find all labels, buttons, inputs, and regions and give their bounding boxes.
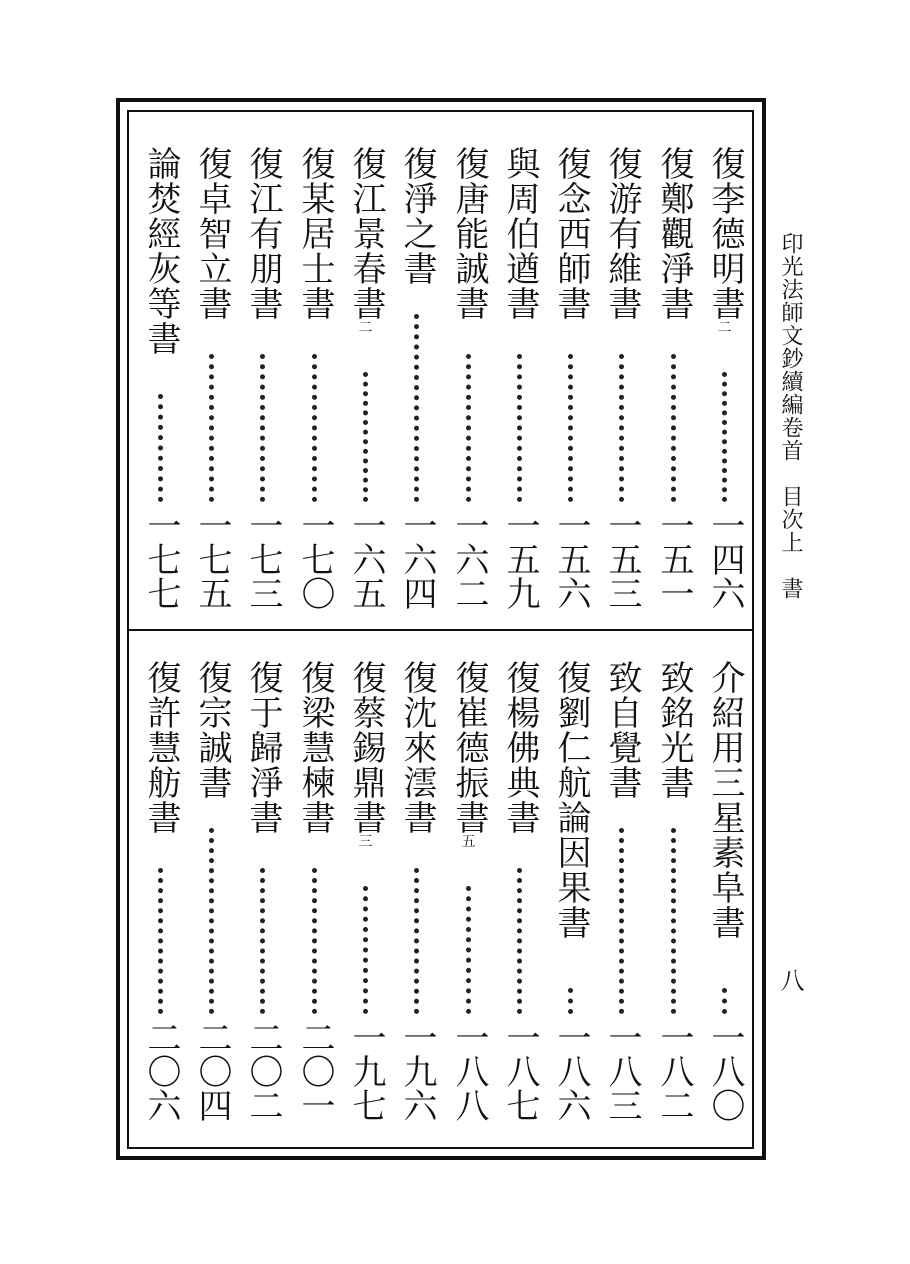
entry-title-text: 致自覺書 [602, 660, 642, 800]
toc-entry [602, 660, 642, 1140]
entry-page-number: 一九七 [346, 1020, 386, 1122]
entry-page-number: 二〇六 [141, 1020, 181, 1122]
toc-entry [449, 660, 489, 1140]
entry-title [654, 660, 694, 800]
entry-title-text: 復淨之書 [397, 146, 437, 286]
entry-page-number: 一五六 [551, 508, 591, 610]
toc-entry [192, 146, 232, 628]
entry-page-number: 一七七 [141, 508, 181, 610]
leader-dots [722, 372, 727, 502]
toc-entry [243, 660, 283, 1140]
entry-title-text: 致銘光書 [654, 660, 694, 800]
toc-entry [192, 660, 232, 1140]
leader-dots [209, 828, 214, 1014]
entry-title-text: 復蔡錫鼎書 [346, 660, 386, 835]
entry-title [243, 660, 283, 835]
entry-title [243, 146, 283, 321]
toc-entry [654, 146, 694, 628]
leader-dots [671, 354, 676, 502]
toc-entry [449, 146, 489, 628]
toc-entry [295, 146, 335, 628]
leader-dots [312, 354, 317, 502]
leader-dots [260, 868, 265, 1014]
entry-title-text: 復念西師書 [551, 146, 591, 321]
entry-count-note: 二 [358, 320, 374, 336]
entry-title [551, 146, 591, 321]
entry-title [141, 660, 181, 835]
leader-dots [158, 868, 163, 1014]
entry-title [192, 660, 232, 800]
entry-title [449, 146, 489, 321]
toc-entry [397, 660, 437, 1140]
page-number: 八 [776, 968, 804, 992]
entry-count-note: 五 [461, 834, 477, 850]
entry-page-number: 二〇一 [295, 1020, 335, 1122]
leader-dots [158, 394, 163, 502]
entry-title-text: 復某居士書 [295, 146, 335, 321]
entry-count-note: 二 [717, 320, 733, 336]
entry-title [705, 660, 745, 940]
register-divider [127, 629, 754, 631]
leader-dots [466, 354, 471, 502]
entry-page-number: 一八二 [654, 1020, 694, 1122]
leader-dots [517, 354, 522, 502]
leader-dots [568, 988, 573, 1014]
entry-page-number: 一六四 [397, 508, 437, 610]
entry-title [500, 146, 540, 321]
entry-title [705, 146, 745, 335]
running-head: 印光法師文鈔續編卷首 目次上 書 [778, 232, 803, 600]
toc-entry [500, 660, 540, 1140]
entry-title-text: 介紹用三星素阜書 [705, 660, 745, 940]
leader-dots [619, 354, 624, 502]
toc-entry [551, 660, 591, 1140]
toc-entry [141, 660, 181, 1140]
entry-title-text: 復崔德振書 [449, 660, 489, 835]
entry-title-text: 復宗誠書 [192, 660, 232, 800]
entry-title-text: 復李德明書 [705, 146, 745, 321]
entry-title-text: 復卓智立書 [192, 146, 232, 321]
entry-title-text: 復劉仁航論因果書 [551, 660, 591, 940]
entry-page-number: 一五九 [500, 508, 540, 610]
entry-page-number: 一六五 [346, 508, 386, 610]
entry-title [449, 660, 489, 849]
toc-entry [500, 146, 540, 628]
toc-entry [705, 146, 745, 628]
leader-dots [414, 868, 419, 1014]
entry-page-number: 一九六 [397, 1020, 437, 1122]
leader-dots [722, 988, 727, 1014]
leader-dots [363, 372, 368, 502]
entry-title-text: 復江景春書 [346, 146, 386, 321]
entry-page-number: 一四六 [705, 508, 745, 610]
entry-title-text: 復江有朋書 [243, 146, 283, 321]
leader-dots [209, 354, 214, 502]
entry-title-text: 復楊佛典書 [500, 660, 540, 835]
toc-entry [397, 146, 437, 628]
leader-dots [517, 868, 522, 1014]
toc-entry [551, 146, 591, 628]
toc-entry [705, 660, 745, 1140]
toc-entry [295, 660, 335, 1140]
entry-page-number: 一八六 [551, 1020, 591, 1122]
entry-title [654, 146, 694, 321]
entry-title-text: 復沈來澐書 [397, 660, 437, 835]
entry-count-note: 三 [358, 834, 374, 850]
entry-title-text: 復許慧舫書 [141, 660, 181, 835]
toc-entry [141, 146, 181, 628]
entry-title [346, 146, 386, 335]
leader-dots [363, 886, 368, 1014]
entry-title [295, 146, 335, 321]
leader-dots [260, 354, 265, 502]
toc-entry [346, 146, 386, 628]
entry-title [500, 660, 540, 835]
entry-title-text: 復于歸淨書 [243, 660, 283, 835]
toc-entry [602, 146, 642, 628]
entry-page-number: 一八〇 [705, 1020, 745, 1122]
entry-title [397, 660, 437, 835]
entry-page-number: 二〇四 [192, 1020, 232, 1122]
toc-entry [654, 660, 694, 1140]
entry-page-number: 一七〇 [295, 508, 335, 610]
entry-title [602, 660, 642, 800]
entry-title [397, 146, 437, 286]
leader-dots [568, 354, 573, 502]
entry-page-number: 一八八 [449, 1020, 489, 1122]
leader-dots [312, 868, 317, 1014]
entry-title-text: 復梁慧楝書 [295, 660, 335, 835]
entry-title-text: 與周伯遒書 [500, 146, 540, 321]
leader-dots [619, 828, 624, 1014]
entry-title-text: 復唐能誠書 [449, 146, 489, 321]
entry-title [551, 660, 591, 940]
entry-title [295, 660, 335, 835]
entry-title [602, 146, 642, 321]
entry-title [192, 146, 232, 321]
entry-page-number: 一五一 [654, 508, 694, 610]
leader-dots [466, 886, 471, 1014]
toc-entry [243, 146, 283, 628]
entry-page-number: 一八七 [500, 1020, 540, 1122]
entry-page-number: 一七五 [192, 508, 232, 610]
toc-entry [346, 660, 386, 1140]
entry-page-number: 一六二 [449, 508, 489, 610]
entry-title-text: 復鄭觀淨書 [654, 146, 694, 321]
entry-title [141, 146, 181, 356]
entry-page-number: 一五三 [602, 508, 642, 610]
entry-page-number: 二〇二 [243, 1020, 283, 1122]
entry-page-number: 一八三 [602, 1020, 642, 1122]
entry-title-text: 復游有維書 [602, 146, 642, 321]
entry-title [346, 660, 386, 849]
leader-dots [671, 828, 676, 1014]
entry-title-text: 論焚經灰等書 [141, 146, 181, 356]
leader-dots [414, 314, 419, 502]
entry-page-number: 一七三 [243, 508, 283, 610]
